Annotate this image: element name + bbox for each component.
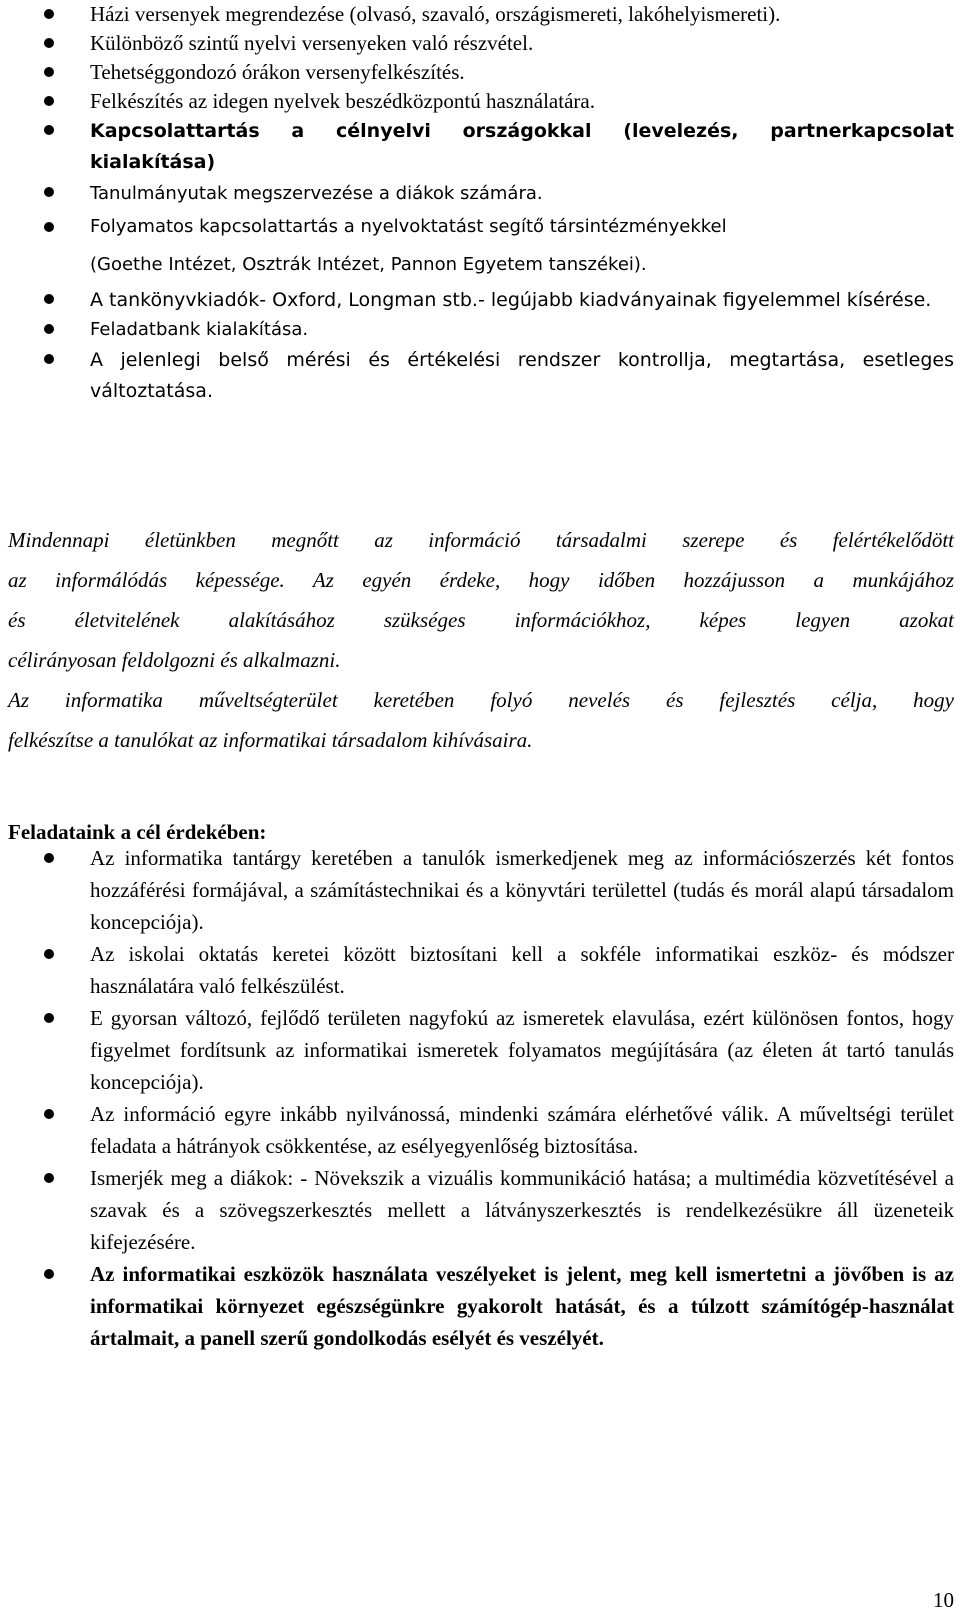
bullet-icon bbox=[44, 1013, 54, 1023]
list-item: Feladatbank kialakítása. bbox=[0, 315, 960, 345]
bullet-icon bbox=[44, 853, 54, 863]
bullet-icon bbox=[44, 67, 54, 77]
bullet-icon bbox=[44, 96, 54, 106]
bullet-icon bbox=[44, 9, 54, 19]
bullet-icon bbox=[44, 324, 54, 334]
list-item: Házi versenyek megrendezése (olvasó, szavaló, országismereti, lakóhelyismereti). bbox=[0, 0, 960, 29]
bullet-icon bbox=[44, 187, 54, 197]
bullet-icon bbox=[44, 1269, 54, 1279]
list-item: A tankönyvkiadók- Oxford, Longman stb.- legújabb kiadványainak figyelemmel kísérése. bbox=[0, 285, 960, 315]
list-item: Tanulmányutak megszervezése a diákok számára. bbox=[0, 178, 960, 209]
bullet-icon bbox=[44, 38, 54, 48]
task-bullet-list bbox=[0, 842, 960, 1354]
list-item: Az informatikai eszközök használata veszélyeket is jelent, meg kell ismertetni a jövőben is az informatikai környezet egészségünkre gyakorolt hatását, és a túlzott számítógép-használat ártalmait, a panell szerű gondolkodás esélyét és veszélyét. bbox=[0, 1258, 960, 1354]
list-item: Ismerjék meg a diákok: - Növekszik a vizuális kommunikáció hatása; a multimédia közvetítésével a szavak és a szövegszerkesztés mellett a látványszerkesztés is rendelkezésükre áll üzeneteik kifejezésére. bbox=[0, 1162, 960, 1258]
bullet-icon bbox=[44, 949, 54, 959]
section-heading: Feladataink a cél érdekében: bbox=[8, 820, 267, 844]
bullet-icon bbox=[44, 222, 54, 232]
top-bullet-list bbox=[0, 0, 960, 407]
list-item: Kapcsolattartás a célnyelvi országokkal (levelezés, partnerkapcsolat kialakítása) bbox=[0, 116, 960, 178]
list-item: Az információ egyre inkább nyilvánossá, mindenki számára elérhetővé válik. A műveltségi terület feladata a hátrányok csökkentése, az esélyegyenlőség biztosítása. bbox=[0, 1098, 960, 1162]
list-item: A jelenlegi belső mérési és értékelési rendszer kontrollja, megtartása, esetleges változtatása. bbox=[0, 345, 960, 407]
list-item: Különböző szintű nyelvi versenyeken való részvétel. bbox=[0, 29, 960, 58]
bullet-icon bbox=[44, 125, 54, 135]
bullet-icon bbox=[44, 1109, 54, 1119]
bullet-icon bbox=[44, 354, 54, 364]
paragraph-information: Mindennapi életünkben megnőtt az információ társadalmi szerepe és felértékelődött az informálódás képessége. Az egyén érdeke, hogy időben hozzájusson a munkájához és életvitelének alakításához szükséges információkhoz, képes legyen azokat célirányosan feldolgozni és alkalmazni. Az informatika műveltségterület keretében folyó nevelés és fejlesztés célja, hogy felkészítse a tanulókat az informatikai társadalom kihívásaira. bbox=[8, 528, 954, 752]
list-item: Felkészítés az idegen nyelvek beszédközpontú használatára. bbox=[0, 87, 960, 116]
bullet-icon bbox=[44, 1173, 54, 1183]
list-item: Az iskolai oktatás keretei között biztosítani kell a sokféle informatikai eszköz- és módszer használatára való felkészülést. bbox=[0, 938, 960, 1002]
list-item: Folyamatos kapcsolattartás a nyelvoktatást segítő társintézményekkel bbox=[0, 209, 960, 245]
bullet-icon bbox=[44, 294, 54, 304]
list-item: Tehetséggondozó órákon versenyfelkészítés. bbox=[0, 58, 960, 87]
list-item: Az informatika tantárgy keretében a tanulók ismerkedjenek meg az információszerzés két fontos hozzáférési formájával, a számítástechnikai és a könyvtári területtel (tudás és morál alapú társadalom koncepciója). bbox=[0, 842, 960, 938]
list-item: E gyorsan változó, fejlődő területen nagyfokú az ismeretek elavulása, ezért különösen fontos, hogy figyelmet fordítsunk az informatikai ismeretek folyamatos megújítására (az életen át tartó tanulás koncepciója). bbox=[0, 1002, 960, 1098]
list-item-continuation: (Goethe Intézet, Osztrák Intézet, Pannon Egyetem tanszékei). bbox=[90, 254, 647, 275]
page-number: 10 bbox=[933, 1588, 954, 1612]
